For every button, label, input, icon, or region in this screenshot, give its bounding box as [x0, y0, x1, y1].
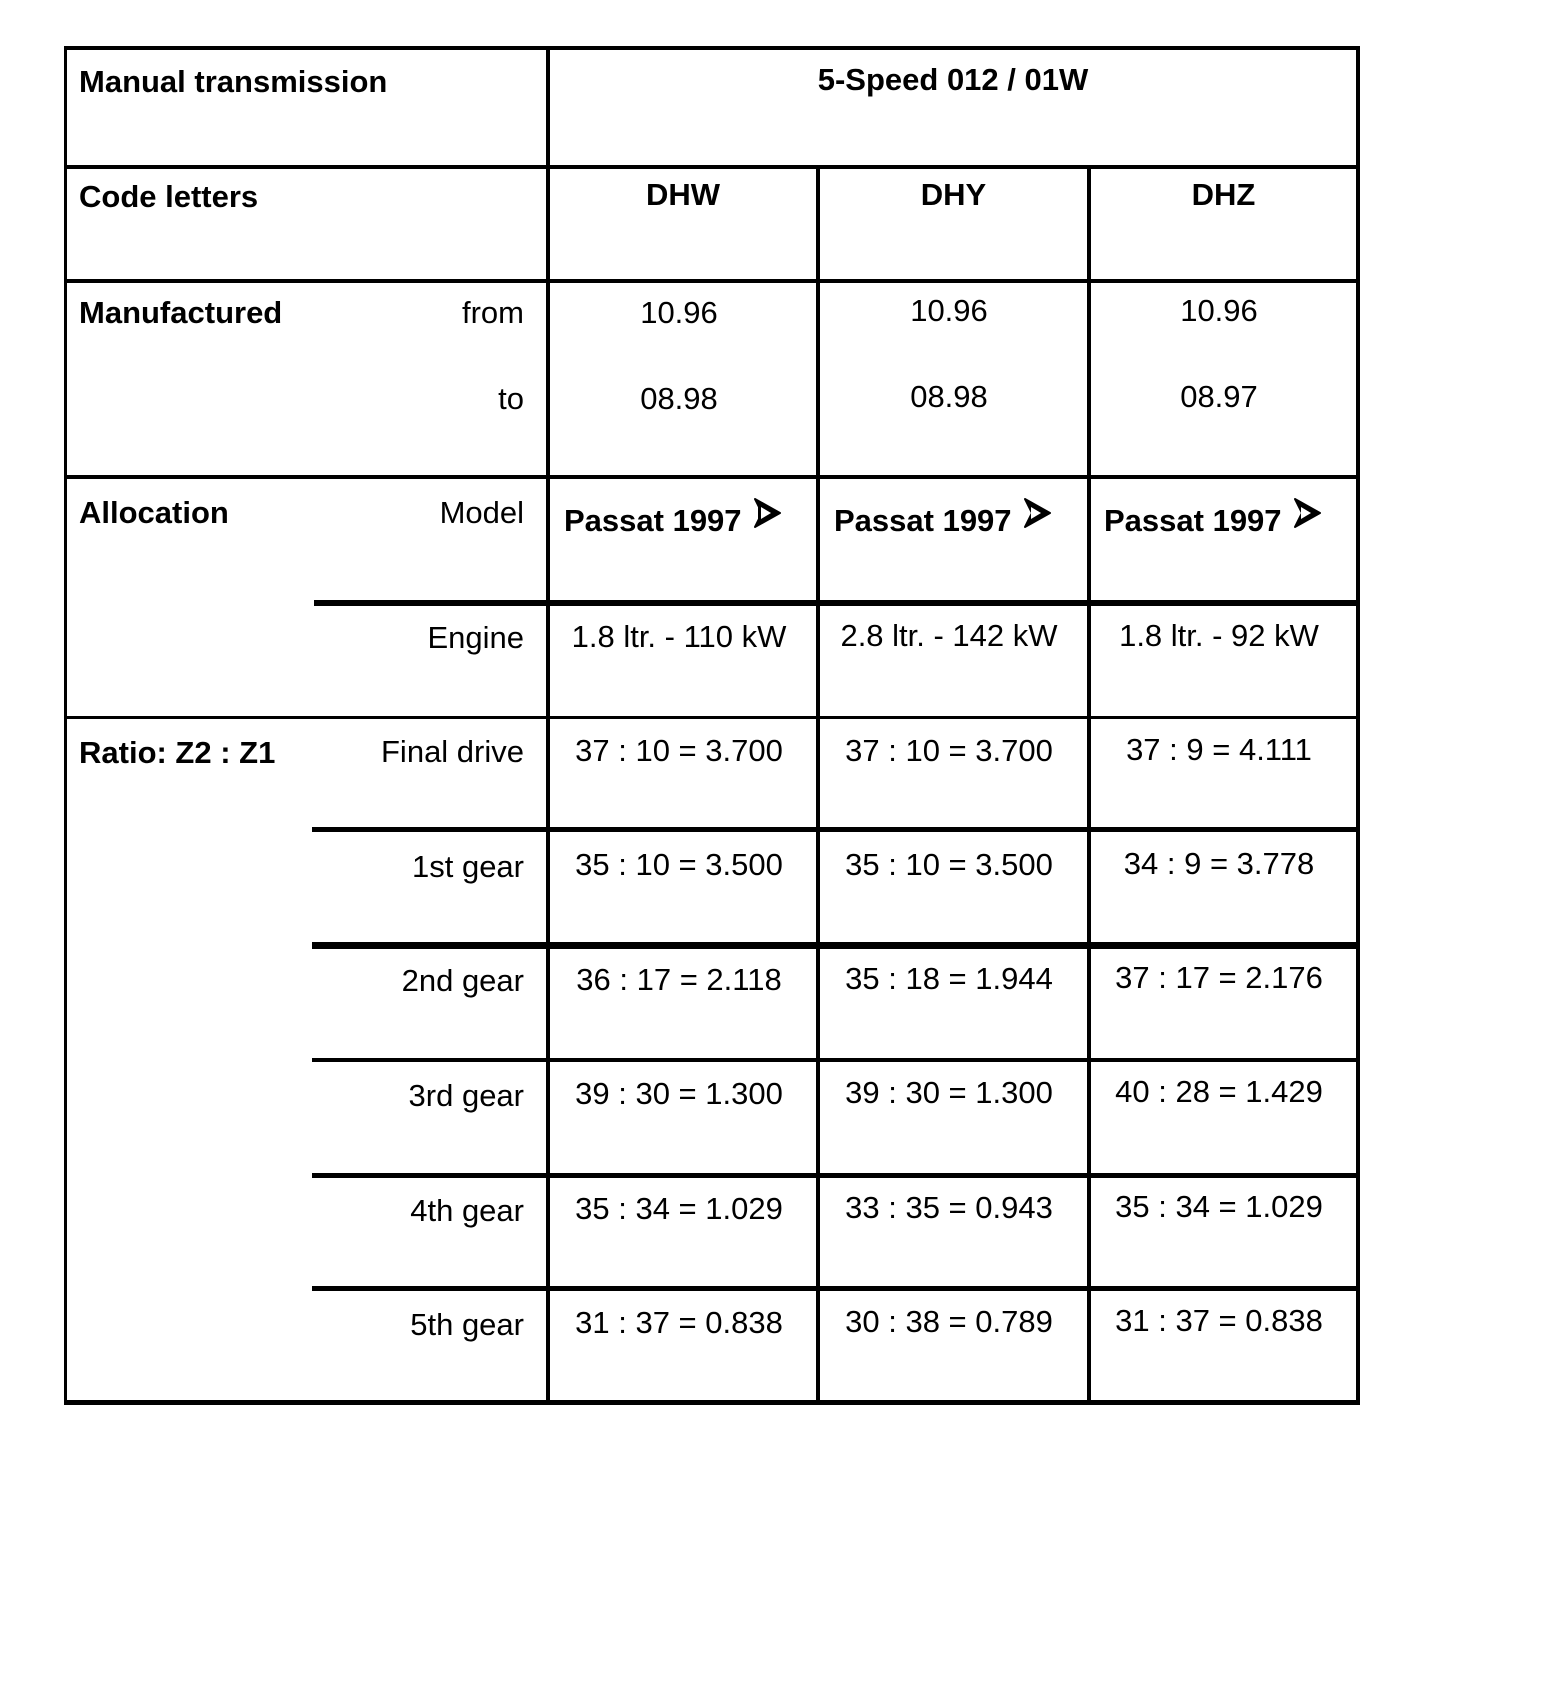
ratio-cell: 35 : 34 = 1.029: [575, 1191, 783, 1226]
arrow-right-onward-icon: [752, 497, 782, 537]
code-dhy: DHY: [920, 177, 987, 212]
engine-dhz: 1.8 ltr. - 92 kW: [1119, 618, 1319, 653]
ratio-row-label: 2nd gear: [401, 963, 524, 998]
code-letters-label: Code letters: [79, 179, 259, 214]
model-dhz: [1104, 503, 1322, 539]
ratio-row-label: 1st gear: [411, 849, 524, 884]
table-border-right: [1356, 46, 1360, 1405]
model-dhy: [834, 503, 1052, 539]
divider-3rd-4th: [312, 1173, 1360, 1178]
ratio-cell: 36 : 17 = 2.118: [576, 962, 782, 997]
ratio-cell: 35 : 34 = 1.029: [1115, 1189, 1323, 1224]
divider-row-codes: [64, 279, 1360, 283]
ratio-cell: 31 : 37 = 0.838: [1115, 1303, 1323, 1338]
engine-label: Engine: [427, 620, 524, 655]
manufactured-from-dhy: 10.96: [910, 293, 988, 328]
arrow-right-onward-icon: [1292, 497, 1322, 537]
ratio-cell: 37 : 9 = 4.111: [1126, 732, 1312, 767]
allocation-label: Allocation: [79, 495, 229, 530]
ratio-cell: 31 : 37 = 0.838: [575, 1305, 783, 1340]
model-dhw: [564, 503, 782, 539]
ratio-cell: 40 : 28 = 1.429: [1115, 1074, 1323, 1109]
divider-final-1st: [312, 827, 1360, 832]
transmission-type: 5-Speed 012 / 01W: [817, 62, 1089, 97]
ratio-cell: 39 : 30 = 1.300: [575, 1076, 783, 1111]
ratio-cell: 35 : 10 = 3.500: [575, 847, 783, 882]
divider-model-engine: [314, 600, 1360, 606]
manufactured-to-dhw: 08.98: [640, 381, 718, 416]
model-label: Model: [439, 495, 524, 530]
divider-row-header: [64, 165, 1360, 169]
title-label: Manual transmission: [79, 64, 388, 99]
ratio-cell: 34 : 9 = 3.778: [1123, 846, 1315, 881]
arrow-right-onward-icon: [1022, 497, 1052, 537]
model-name: Passat 1997: [834, 503, 1012, 538]
ratio-cell: 37 : 17 = 2.176: [1115, 960, 1323, 995]
engine-dhw: 1.8 ltr. - 110 kW: [571, 619, 787, 654]
table-border-top: [64, 46, 1360, 50]
manufactured-from-label: from: [462, 295, 524, 330]
manufactured-from-dhz: 10.96: [1180, 293, 1258, 328]
ratio-cell: 35 : 18 = 1.944: [845, 961, 1053, 996]
model-name: Passat 1997: [1104, 503, 1282, 538]
code-dhz: DHZ: [1191, 177, 1256, 212]
engine-dhy: 2.8 ltr. - 142 kW: [840, 618, 1058, 653]
ratio-row-label: 4th gear: [410, 1193, 524, 1228]
ratio-cell: 33 : 35 = 0.943: [845, 1190, 1053, 1225]
manufactured-to-dhy: 08.98: [910, 379, 988, 414]
manufactured-to-dhz: 08.97: [1180, 379, 1258, 414]
divider-4th-5th: [312, 1286, 1360, 1291]
ratio-row-label: Final drive: [381, 734, 524, 769]
model-name: Passat 1997: [564, 503, 742, 538]
ratio-cell: 39 : 30 = 1.300: [845, 1075, 1053, 1110]
table-border-bottom: [64, 1400, 1360, 1405]
ratio-row-label: 5th gear: [410, 1307, 524, 1342]
divider-row-manufactured: [64, 475, 1360, 479]
divider-2nd-3rd: [312, 1058, 1360, 1062]
ratio-cell: 37 : 10 = 3.700: [845, 733, 1053, 768]
ratio-label: Ratio: Z2 : Z1: [79, 735, 276, 770]
ratio-row-label: 3rd gear: [408, 1078, 524, 1113]
manufactured-label: Manufactured: [79, 295, 283, 330]
ratio-cell: 35 : 10 = 3.500: [845, 847, 1053, 882]
ratio-cell: 37 : 10 = 3.700: [575, 733, 783, 768]
manufactured-from-dhw: 10.96: [640, 295, 718, 330]
manufactured-to-label: to: [498, 381, 524, 416]
divider-row-allocation: [64, 716, 1360, 719]
code-dhw: DHW: [645, 177, 721, 212]
divider-1st-2nd: [312, 942, 1360, 949]
ratio-cell: 30 : 38 = 0.789: [845, 1304, 1053, 1339]
table-border-left: [64, 46, 67, 1405]
